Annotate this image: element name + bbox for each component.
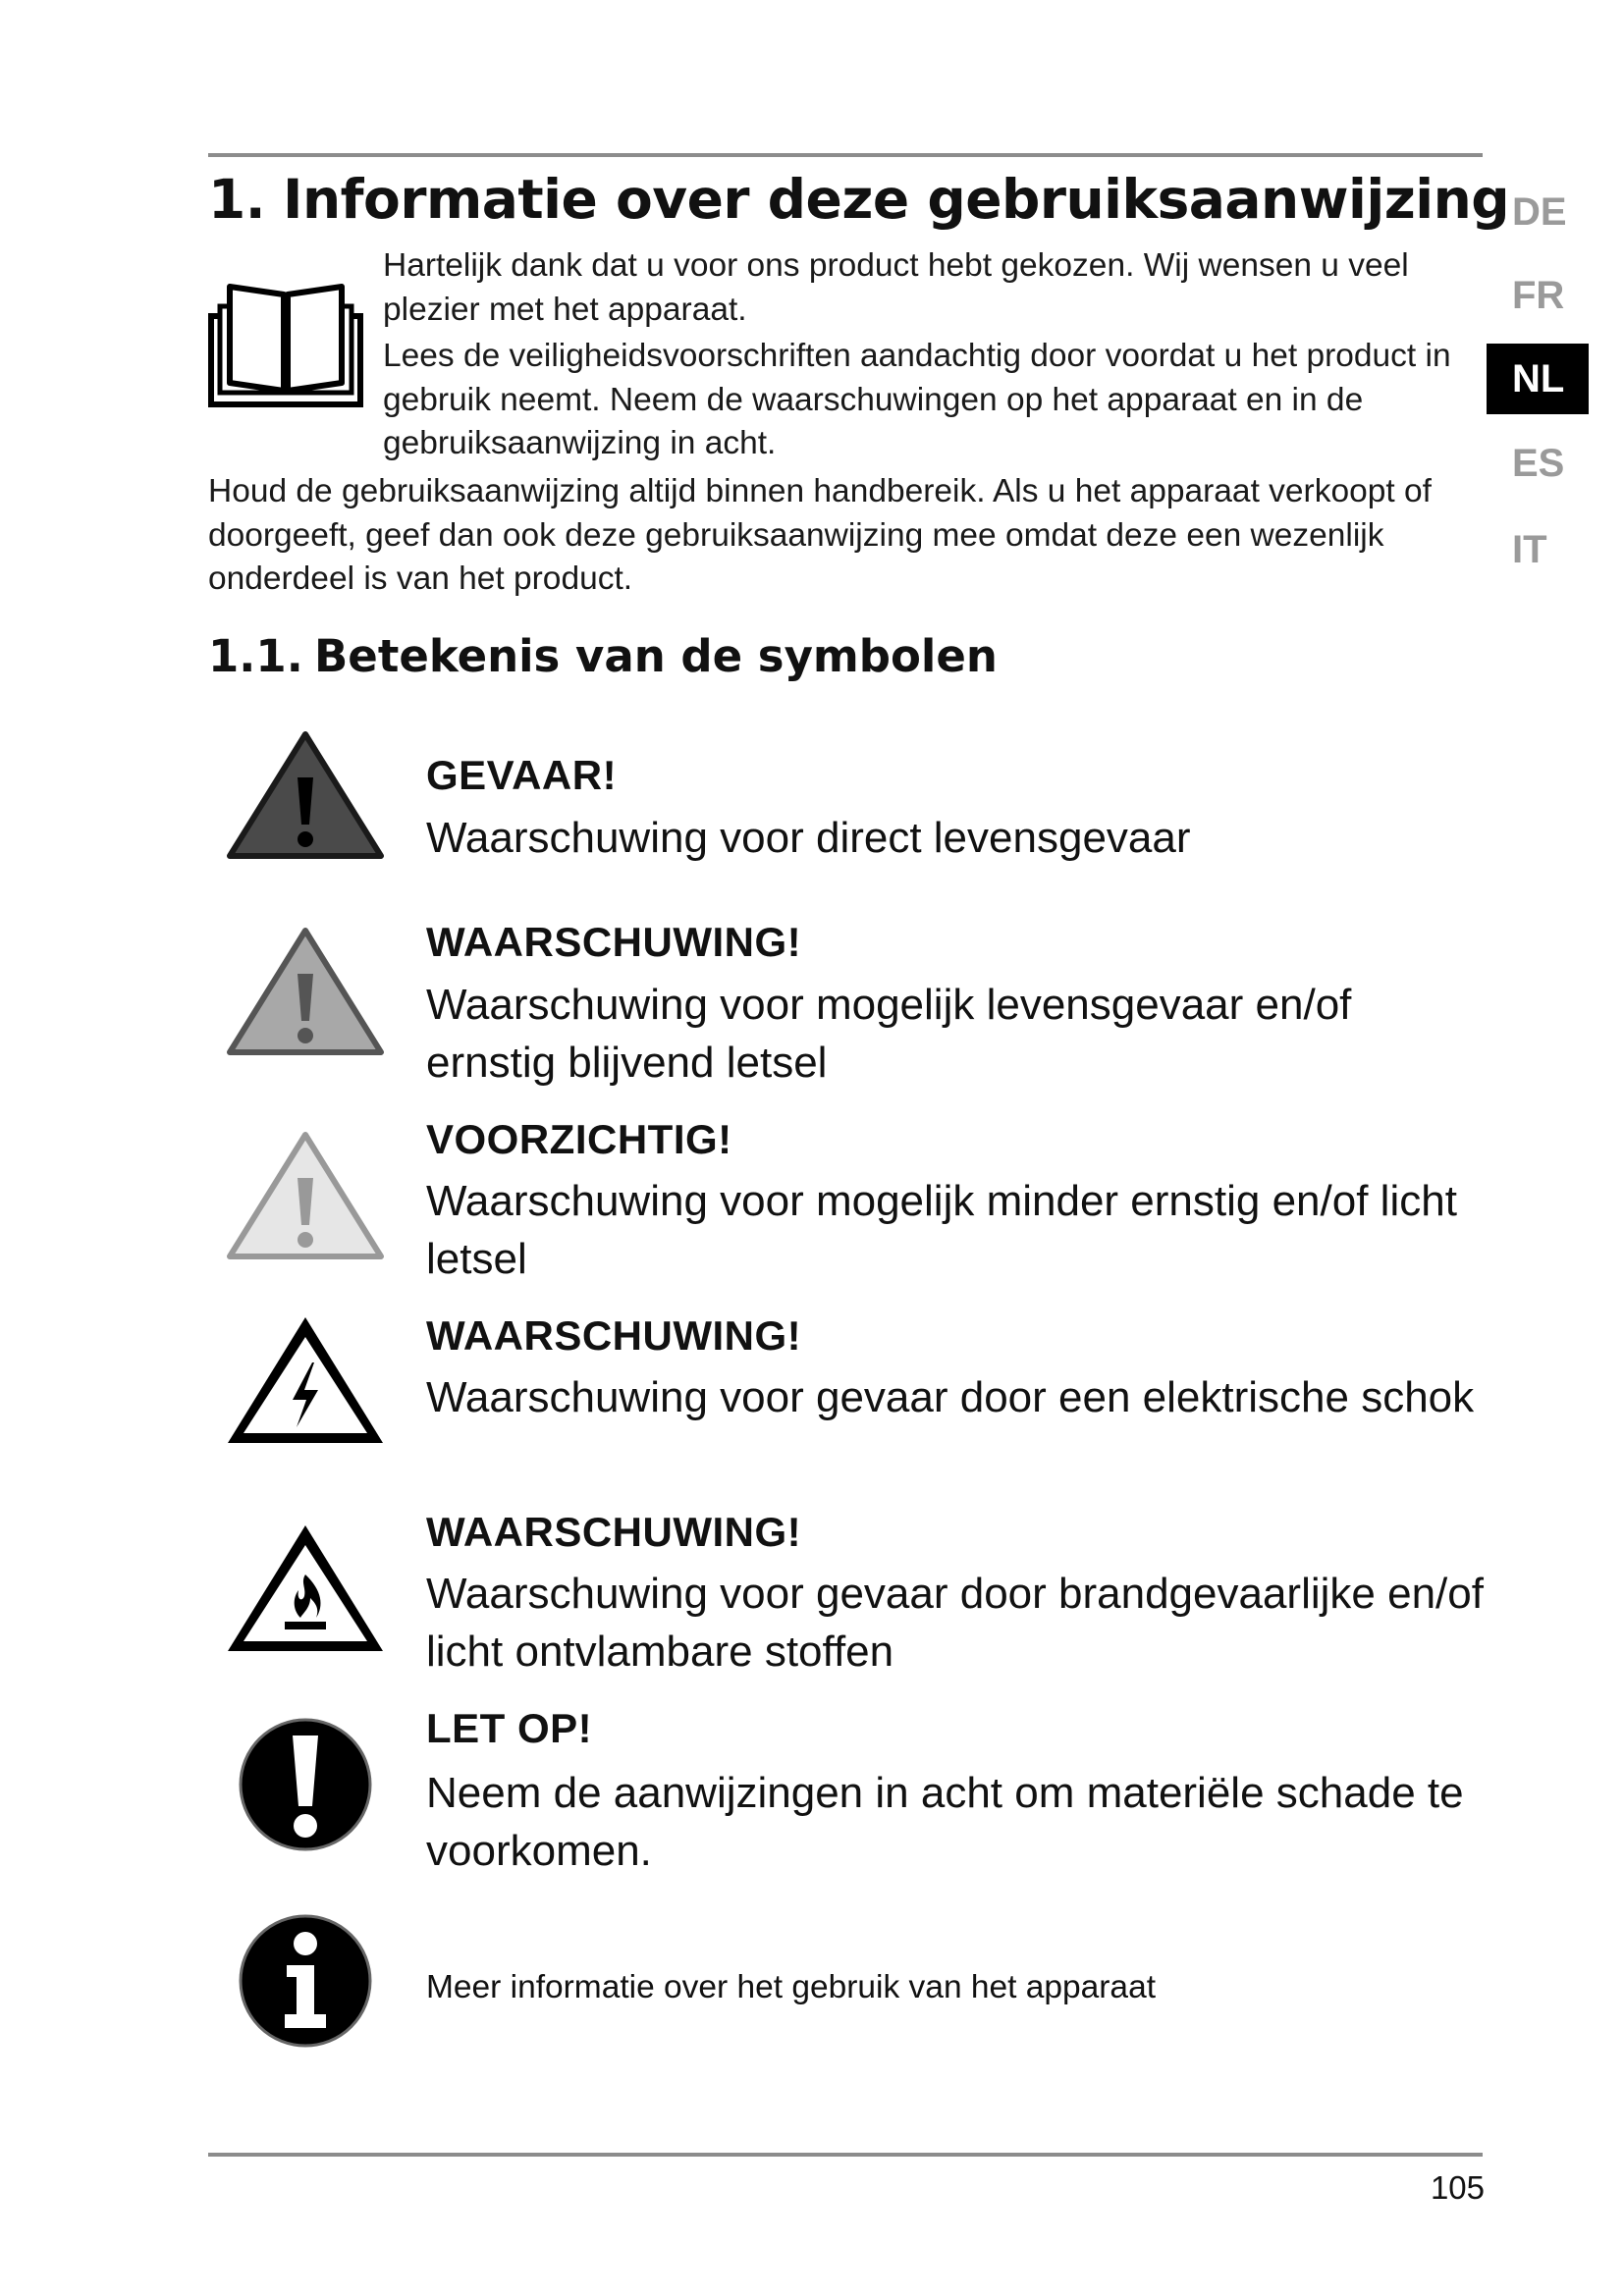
language-tab-fr[interactable]: FR (1512, 273, 1565, 317)
page-title: 1. Informatie over deze gebruiksaanwijzing (208, 168, 1510, 231)
symbol-description: Waarschuwing voor mogelijk levensgevaar en/of ernstig blijvend letsel (426, 981, 1352, 1087)
flammable-icon (224, 1520, 387, 1657)
symbol-title: WAARSCHUWING! (426, 1509, 802, 1555)
danger-triangle-icon (224, 726, 387, 864)
warning-triangle-icon (224, 923, 387, 1060)
book-icon (208, 277, 363, 410)
symbol-description: Waarschuwing voor gevaar door brandgevaarlijke en/of licht ontvlambare stoffen (426, 1570, 1484, 1676)
intro-paragraph: Houd de gebruiksaanwijzing altijd binnen handbereik. Als u het apparaat verkoopt of doorgeeft, geef dan ook deze gebruiksaanwijzing mee omdat deze een wezenlijk onderdeel is van het product. (208, 473, 1432, 597)
section-title: 1.1. Betekenis van de symbolen (208, 630, 998, 682)
symbol-description: Meer informatie over het gebruik van het apparaat (426, 1969, 1157, 2005)
symbol-title: VOORZICHTIG! (426, 1116, 732, 1162)
electric-shock-icon (224, 1311, 387, 1449)
top-divider (208, 153, 1483, 157)
info-icon (224, 1912, 387, 2050)
intro-paragraph: Lees de veiligheidsvoorschriften aandachtig door voordat u het product in gebruik neemt. Neem de waarschuwingen op het apparaat en in de gebruiksaanwijzing in acht. (383, 338, 1451, 461)
symbol-title: WAARSCHUWING! (426, 919, 802, 965)
language-tab-nl[interactable]: NL (1487, 344, 1589, 414)
attention-icon (224, 1716, 387, 1853)
page-number: 105 (1430, 2169, 1485, 2206)
language-tab-it[interactable]: IT (1512, 527, 1547, 571)
symbol-title: LET OP! (426, 1705, 593, 1751)
bottom-divider (208, 2153, 1483, 2157)
symbol-description: Neem de aanwijzingen in acht om materiële schade te voorkomen. (426, 1769, 1464, 1875)
language-tab-de[interactable]: DE (1512, 189, 1567, 234)
symbol-title: WAARSCHUWING! (426, 1312, 802, 1359)
symbol-description: Waarschuwing voor direct levensgevaar (426, 814, 1191, 862)
intro-paragraph: Hartelijk dank dat u voor ons product hebt gekozen. Wij wensen u veel plezier met het apparaat. (383, 247, 1409, 328)
language-tab-es[interactable]: ES (1512, 441, 1565, 485)
caution-triangle-icon (224, 1127, 387, 1264)
symbol-title: GEVAAR! (426, 752, 618, 798)
symbol-description: Waarschuwing voor gevaar door een elektrische schok (426, 1373, 1475, 1421)
symbol-description: Waarschuwing voor mogelijk minder ernstig en/of licht letsel (426, 1177, 1457, 1283)
